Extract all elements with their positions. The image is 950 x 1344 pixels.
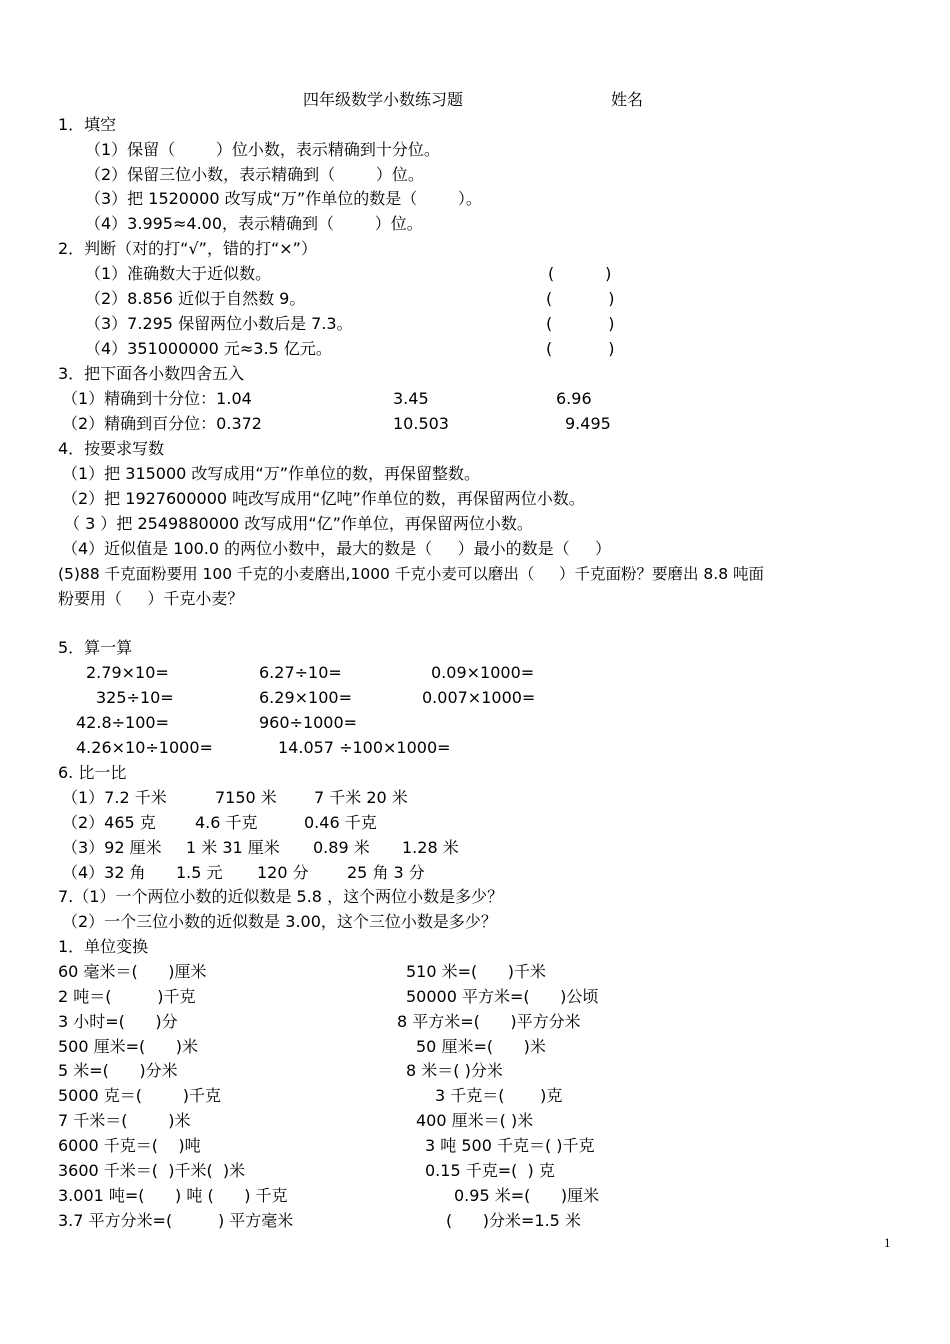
section-2-item: （4）351000000 元≈3.5 亿元。: [85, 339, 332, 358]
conversion-item: 8 平方米=( )平方分米: [397, 1012, 581, 1031]
section-1-heading: 1．填空: [58, 115, 117, 134]
section-5-heading: 5．算一算: [58, 638, 133, 657]
page-title: 四年级数学小数练习题: [303, 90, 464, 109]
section-4-item: (5)88 千克面粉要用 100 千克的小麦磨出,1000 千克小麦可以磨出（ ）千克面粉？要磨出 8.8 吨面: [58, 565, 764, 583]
conversion-item: 0.15 千克=( ) 克: [425, 1161, 555, 1180]
conversion-item: 510 米=( )千米: [406, 962, 547, 981]
compare-item: 4.6 千克: [195, 813, 258, 832]
calc-item: 960÷1000=: [259, 713, 358, 732]
answer-paren: ( ): [546, 339, 615, 358]
compare-item: （3）92 厘米: [62, 838, 162, 857]
conversion-item: 3 吨 500 千克＝( )千克: [425, 1136, 595, 1155]
conversion-item: 60 毫米＝( )厘米: [58, 962, 207, 981]
rounding-number: 9.495: [565, 414, 611, 433]
section-4-item: 粉要用（ ）千克小麦？: [58, 589, 244, 608]
calc-item: 6.27÷10=: [259, 663, 342, 682]
compare-item: 7 千米 20 米: [314, 788, 408, 807]
compare-item: 25 角 3 分: [347, 863, 425, 882]
section-7-item: （2）一个三位小数的近似数是 3.00，这个三位小数是多少？: [62, 912, 497, 931]
section-4-item: （2）把 1927600000 吨改写成用“亿吨”作单位的数，再保留两位小数。: [62, 489, 585, 508]
answer-paren: ( ): [546, 289, 615, 308]
section-4-heading: 4．按要求写数: [58, 439, 165, 458]
conversion-item: 400 厘米＝( )米: [416, 1111, 534, 1130]
conversion-item: 5 米=( )分米: [58, 1061, 178, 1080]
calc-item: 2.79×10=: [86, 663, 169, 682]
page-number: 1: [884, 1235, 891, 1250]
compare-item: 1.28 米: [402, 838, 459, 857]
conversion-item: 8 米＝( )分米: [406, 1061, 503, 1080]
calc-item: 14.057 ÷100×1000=: [278, 738, 451, 757]
section-2-item: （2）8.856 近似于自然数 9。: [85, 289, 306, 308]
section-4-item: （1）把 315000 改写成用“万”作单位的数，再保留整数。: [62, 464, 481, 483]
rounding-label: （1）精确到十分位：1.04: [62, 389, 252, 408]
section-7-item: 7.（1）一个两位小数的近似数是 5.8 ，这个两位小数是多少？: [58, 887, 504, 906]
section-1-item: （2）保留三位小数，表示精确到（ ）位。: [85, 165, 424, 184]
conversion-item: 3600 千米＝( )千米( )米: [58, 1161, 246, 1180]
compare-item: 0.46 千克: [304, 813, 377, 832]
calc-item: 4.26×10÷1000=: [76, 738, 213, 757]
section-2-item: （3）7.295 保留两位小数后是 7.3。: [85, 314, 353, 333]
compare-item: （2）465 克: [62, 813, 156, 832]
conversion-item: 7 千米＝( )米: [58, 1111, 191, 1130]
conversion-item: ( )分米=1.5 米: [446, 1211, 581, 1230]
section-1-item: （3）把 1520000 改写成“万”作单位的数是（ ）。: [85, 189, 482, 208]
conversion-item: 6000 千克＝( )吨: [58, 1136, 201, 1155]
compare-item: 7150 米: [215, 788, 277, 807]
conversion-item: 3.7 平方分米=( ) 平方毫米: [58, 1211, 294, 1230]
calc-item: 0.007×1000=: [422, 688, 536, 707]
answer-paren: ( ): [546, 314, 615, 333]
conversion-item: 0.95 米=( )厘米: [454, 1186, 600, 1205]
calc-item: 325÷10=: [96, 688, 174, 707]
name-label: 姓名: [611, 90, 644, 109]
conversion-item: 50 厘米=( )米: [416, 1037, 546, 1056]
calc-item: 42.8÷100=: [76, 713, 169, 732]
conversion-item: 2 吨＝( )千克: [58, 987, 196, 1006]
rounding-number: 6.96: [556, 389, 592, 408]
compare-item: （1）7.2 千米: [62, 788, 167, 807]
calc-item: 6.29×100=: [259, 688, 352, 707]
conversion-item: 5000 克＝( )千克: [58, 1086, 221, 1105]
section-2-heading: 2．判断（对的打“√”，错的打“×”）: [58, 239, 317, 258]
conversion-item: 3.001 吨=( ) 吨 ( ) 千克: [58, 1186, 288, 1205]
section-6-heading: 6. 比一比: [58, 763, 127, 782]
section-2-item: （1）准确数大于近似数。: [85, 264, 272, 283]
section-1-item: （4）3.995≈4.00，表示精确到（ ）位。: [85, 214, 423, 233]
section-4-item: （4）近似值是 100.0 的两位小数中，最大的数是（ ）最小的数是（ ）: [62, 539, 612, 558]
rounding-label: （2）精确到百分位：0.372: [62, 414, 262, 433]
section-1-item: （1）保留（ ）位小数，表示精确到十分位。: [85, 140, 440, 159]
compare-item: 1 米 31 厘米: [186, 838, 280, 857]
conversion-item: 3 小时=( )分: [58, 1012, 178, 1031]
section-4-item: （ 3 ）把 2549880000 改写成用“亿”作单位，再保留两位小数。: [64, 514, 533, 533]
compare-item: 1.5 元: [176, 863, 223, 882]
compare-item: 0.89 米: [313, 838, 370, 857]
rounding-number: 3.45: [393, 389, 429, 408]
unit-conversion-heading: 1．单位变换: [58, 937, 149, 956]
answer-paren: ( ): [548, 264, 612, 283]
compare-item: 120 分: [257, 863, 309, 882]
calc-item: 0.09×1000=: [431, 663, 535, 682]
conversion-item: 50000 平方米=( )公顷: [406, 987, 599, 1006]
conversion-item: 3 千克＝( )克: [435, 1086, 563, 1105]
section-3-heading: 3．把下面各小数四舍五入: [58, 364, 245, 383]
rounding-number: 10.503: [393, 414, 449, 433]
compare-item: （4）32 角: [62, 863, 146, 882]
conversion-item: 500 厘米=( )米: [58, 1037, 199, 1056]
